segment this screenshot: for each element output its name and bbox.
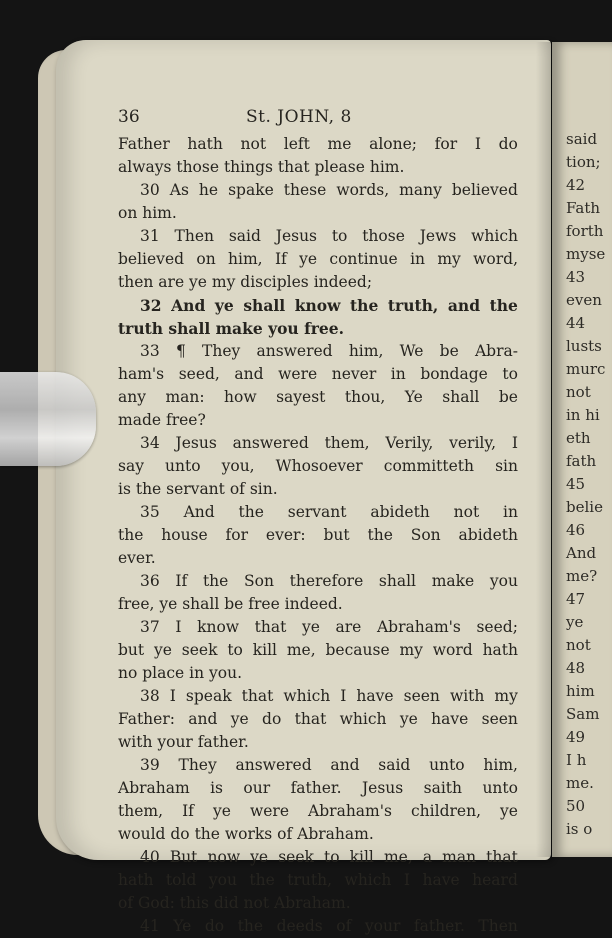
- facing-page-fragment: is o: [566, 820, 593, 838]
- word: shall: [243, 296, 286, 315]
- facing-page-fragment: I h: [566, 751, 587, 769]
- word: kill: [349, 848, 374, 866]
- text-line: with your father.: [118, 733, 249, 751]
- word: ye: [153, 641, 172, 659]
- word: saith: [423, 779, 463, 797]
- word: for: [434, 135, 458, 153]
- facing-page-fragment: And: [566, 544, 597, 562]
- text-line: [118, 754, 518, 777]
- facing-page-fragment: not: [566, 383, 591, 401]
- word: them,: [324, 434, 370, 452]
- word: words,: [336, 181, 390, 199]
- word: We: [399, 342, 424, 360]
- word: these: [283, 181, 327, 199]
- word: bondage: [420, 365, 488, 383]
- word: But: [169, 848, 198, 866]
- word: which: [339, 710, 387, 728]
- word: word: [432, 641, 473, 659]
- word: for: [225, 526, 249, 544]
- facing-page-fragment: him: [566, 682, 595, 700]
- word: your: [364, 917, 401, 935]
- word: sayest: [276, 388, 326, 406]
- word: of: [336, 917, 352, 935]
- facing-page-fragment: said: [566, 130, 598, 148]
- text-line: [118, 616, 518, 639]
- facing-page: [552, 42, 612, 857]
- text-line: [118, 846, 518, 869]
- word: Father: [118, 135, 170, 153]
- word: never: [331, 365, 377, 383]
- word: unto: [482, 779, 518, 797]
- word: that: [294, 710, 327, 728]
- word: my: [494, 687, 518, 705]
- word: 33: [140, 342, 160, 360]
- word: speak: [185, 687, 232, 705]
- text-line: truth shall make you free.: [118, 319, 345, 338]
- word: verily,: [449, 434, 497, 452]
- word: he: [198, 181, 219, 199]
- facing-page-fragment: tion;: [566, 153, 601, 171]
- word: ye: [214, 296, 234, 315]
- word: ye: [500, 802, 518, 820]
- word: in: [503, 503, 518, 521]
- word: shall: [378, 572, 417, 590]
- text-line: no place in you.: [118, 664, 243, 682]
- word: Whosoever: [275, 457, 363, 475]
- word: unto: [429, 756, 465, 774]
- word: ever:: [265, 526, 306, 544]
- word: do: [498, 135, 518, 153]
- text-line: [118, 639, 518, 662]
- word: And: [183, 503, 215, 521]
- word: truth,: [387, 296, 439, 315]
- word: seek: [181, 641, 218, 659]
- word: I: [474, 135, 481, 153]
- word: which: [471, 227, 518, 245]
- word: ye: [299, 250, 318, 268]
- word: not: [453, 503, 480, 521]
- word: say: [118, 457, 144, 475]
- word: but: [323, 526, 350, 544]
- page-clip: [0, 372, 96, 466]
- word: As: [169, 181, 189, 199]
- text-line: always those things that please him.: [118, 158, 405, 176]
- word: be: [498, 388, 518, 406]
- text-line: [118, 340, 518, 363]
- word: 34: [140, 434, 160, 452]
- word: ye: [399, 710, 418, 728]
- facing-page-fragment: murc: [566, 360, 606, 378]
- word: Abraham's: [376, 618, 461, 636]
- word: have: [422, 871, 460, 889]
- page-text-block: [118, 103, 518, 938]
- word: 30: [140, 181, 160, 199]
- word: Jews: [419, 227, 457, 245]
- word: the: [367, 526, 393, 544]
- word: the: [118, 526, 144, 544]
- word: me,: [383, 848, 413, 866]
- word: and: [188, 710, 218, 728]
- word: know: [197, 618, 240, 636]
- word: in: [390, 365, 406, 383]
- text-line: [118, 800, 518, 823]
- word: 41: [140, 917, 160, 935]
- word: I: [403, 871, 411, 889]
- word: children,: [411, 802, 481, 820]
- word: They: [178, 756, 217, 774]
- word: do: [262, 710, 282, 728]
- word: him,: [228, 250, 263, 268]
- word: the: [350, 296, 379, 315]
- word: are: [335, 618, 362, 636]
- word: make: [431, 572, 475, 590]
- text-line: on him.: [118, 204, 177, 222]
- facing-page-fragment: 45: [566, 475, 586, 493]
- word: 38: [140, 687, 160, 705]
- word: abideth: [370, 503, 430, 521]
- text-line: [118, 915, 518, 938]
- word: 39: [140, 756, 160, 774]
- facing-page-fragment: forth: [566, 222, 604, 240]
- word: Jesus: [275, 227, 318, 245]
- word: hath: [187, 135, 223, 153]
- word: the: [489, 296, 518, 315]
- word: to: [323, 848, 340, 866]
- text-line: [118, 386, 518, 409]
- word: believed: [451, 181, 518, 199]
- facing-page-fragment: 42: [566, 176, 586, 194]
- word: have: [431, 710, 469, 728]
- word: many: [399, 181, 442, 199]
- word: hath: [118, 871, 154, 889]
- word: the: [249, 871, 275, 889]
- text-line: [118, 570, 518, 593]
- word: them,: [118, 802, 164, 820]
- word: If: [175, 572, 188, 590]
- word: know: [294, 296, 341, 315]
- word: which: [344, 871, 392, 889]
- word: have: [356, 687, 394, 705]
- word: truth,: [287, 871, 333, 889]
- word: to: [331, 227, 348, 245]
- word: him,: [483, 756, 518, 774]
- facing-page-fragment: lusts: [566, 337, 602, 355]
- word: ¶: [175, 342, 186, 360]
- word: And: [171, 296, 206, 315]
- word: 37: [140, 618, 160, 636]
- word: left: [283, 135, 310, 153]
- word: seek: [278, 848, 314, 866]
- word: ye: [250, 848, 269, 866]
- word: that: [241, 687, 274, 705]
- facing-page-fragment: me?: [566, 567, 598, 585]
- word: and: [447, 296, 481, 315]
- word: If: [274, 250, 287, 268]
- text-line: [118, 524, 518, 547]
- word: Ye: [173, 917, 192, 935]
- word: If: [182, 802, 194, 820]
- text-line: would do the works of Abraham.: [118, 825, 374, 843]
- facing-page-fragment: belie: [566, 498, 603, 516]
- word: Verily,: [385, 434, 434, 452]
- word: ye: [230, 710, 249, 728]
- word: do: [204, 917, 225, 935]
- word: a: [422, 848, 433, 866]
- word: said: [378, 756, 411, 774]
- word: Abraham's: [308, 802, 392, 820]
- text-line: free, ye shall be free indeed.: [118, 595, 343, 613]
- word: my: [399, 641, 423, 659]
- scripture-text: [118, 133, 518, 938]
- word: man: [442, 848, 477, 866]
- word: father.: [413, 917, 465, 935]
- word: ham's: [118, 365, 165, 383]
- word: Abra-: [474, 342, 518, 360]
- word: Jesus: [175, 434, 217, 452]
- word: 32: [140, 296, 162, 315]
- word: Son: [410, 526, 441, 544]
- facing-page-fragment: me.: [566, 774, 594, 792]
- word: I: [340, 687, 347, 705]
- word: because: [325, 641, 390, 659]
- facing-page-fragment: not: [566, 636, 591, 654]
- facing-page-fragment: 47: [566, 590, 586, 608]
- text-line: of God: this did not Abraham.: [118, 894, 351, 912]
- word: hath: [482, 641, 518, 659]
- word: seen: [403, 687, 440, 705]
- word: I: [169, 687, 176, 705]
- text-line: [118, 363, 518, 386]
- word: you,: [221, 457, 255, 475]
- word: Jesus: [361, 779, 404, 797]
- word: Son: [244, 572, 274, 590]
- word: Then: [478, 917, 518, 935]
- text-line: [118, 685, 518, 708]
- word: man:: [165, 388, 205, 406]
- word: deeds: [276, 917, 323, 935]
- word: you: [489, 572, 518, 590]
- facing-page-fragment: eth: [566, 429, 591, 447]
- facing-page-fragment: ye: [566, 613, 584, 631]
- facing-page-fragment: even: [566, 291, 602, 309]
- word: alone;: [369, 135, 417, 153]
- word: 40: [140, 848, 160, 866]
- text-line: [118, 294, 518, 317]
- word: committeth: [383, 457, 474, 475]
- word: Abraham: [118, 779, 190, 797]
- text-line: [118, 501, 518, 524]
- word: the: [238, 503, 264, 521]
- page-number: 36: [118, 107, 140, 127]
- facing-page-fragment: fath: [566, 452, 597, 470]
- word: were: [278, 365, 318, 383]
- word: seed;: [476, 618, 518, 636]
- word: continue: [329, 250, 398, 268]
- facing-page-fragment: 49: [566, 728, 586, 746]
- word: is: [210, 779, 224, 797]
- word: servant: [287, 503, 347, 521]
- running-head: St. JOHN, 8: [246, 107, 352, 127]
- word: my: [437, 250, 461, 268]
- word: unto: [165, 457, 201, 475]
- word: told: [165, 871, 197, 889]
- word: 35: [140, 503, 160, 521]
- word: how: [224, 388, 257, 406]
- facing-page-fragment: 48: [566, 659, 586, 677]
- word: seen: [481, 710, 518, 728]
- word: Ye: [404, 388, 423, 406]
- word: ye: [301, 618, 320, 636]
- text-line: made free?: [118, 411, 206, 429]
- facing-page-fragment: 44: [566, 314, 586, 332]
- facing-page-fragment: Sam: [566, 705, 600, 723]
- word: be: [439, 342, 459, 360]
- word: which: [283, 687, 331, 705]
- word: sin: [495, 457, 518, 475]
- word: spake: [228, 181, 274, 199]
- word: word,: [473, 250, 518, 268]
- text-line: [118, 225, 518, 248]
- text-line: then are ye my disciples indeed;: [118, 273, 373, 291]
- word: our: [243, 779, 271, 797]
- text-line: [118, 248, 518, 271]
- word: Then: [174, 227, 215, 245]
- facing-page-fragment: in hi: [566, 406, 600, 424]
- word: believed: [118, 250, 185, 268]
- text-line: [118, 179, 518, 202]
- text-line: [118, 133, 518, 156]
- word: shall: [442, 388, 480, 406]
- text-line: ever.: [118, 549, 156, 567]
- text-line: is the servant of sin.: [118, 480, 278, 498]
- word: now: [207, 848, 241, 866]
- word: but: [118, 641, 145, 659]
- facing-page-fragment: 43: [566, 268, 586, 286]
- word: to: [502, 365, 518, 383]
- word: I: [511, 434, 518, 452]
- facing-page-fragment: 50: [566, 797, 586, 815]
- word: any: [118, 388, 146, 406]
- word: kill: [252, 641, 277, 659]
- page-header: [118, 103, 518, 133]
- text-line: [118, 708, 518, 731]
- facing-page-fragment: 46: [566, 521, 586, 539]
- word: to: [227, 641, 243, 659]
- word: that: [486, 848, 518, 866]
- word: in: [410, 250, 426, 268]
- text-line: [118, 455, 518, 478]
- word: and: [234, 365, 264, 383]
- facing-page-fragment: Fath: [566, 199, 601, 217]
- word: him,: [348, 342, 384, 360]
- word: house: [161, 526, 208, 544]
- word: said: [228, 227, 261, 245]
- word: ye: [212, 802, 231, 820]
- word: and: [330, 756, 360, 774]
- word: heard: [472, 871, 518, 889]
- word: you: [208, 871, 237, 889]
- word: Father:: [118, 710, 175, 728]
- word: me: [327, 135, 352, 153]
- word: I: [175, 618, 182, 636]
- word: answered: [235, 756, 312, 774]
- word: were: [249, 802, 289, 820]
- facing-page-fragment: myse: [566, 245, 606, 263]
- word: They: [202, 342, 241, 360]
- word: the: [237, 917, 264, 935]
- word: therefore: [289, 572, 364, 590]
- word: those: [362, 227, 405, 245]
- word: not: [240, 135, 267, 153]
- word: father.: [290, 779, 342, 797]
- text-line: [118, 432, 518, 455]
- text-line: [118, 869, 518, 892]
- word: answered: [256, 342, 333, 360]
- word: answered: [232, 434, 309, 452]
- text-line: [118, 777, 518, 800]
- word: that: [254, 618, 287, 636]
- word: thou,: [344, 388, 386, 406]
- word: 36: [140, 572, 160, 590]
- word: the: [202, 572, 229, 590]
- word: on: [196, 250, 216, 268]
- word: abideth: [458, 526, 518, 544]
- word: 31: [140, 227, 160, 245]
- word: me,: [286, 641, 316, 659]
- word: seed,: [178, 365, 220, 383]
- word: with: [449, 687, 485, 705]
